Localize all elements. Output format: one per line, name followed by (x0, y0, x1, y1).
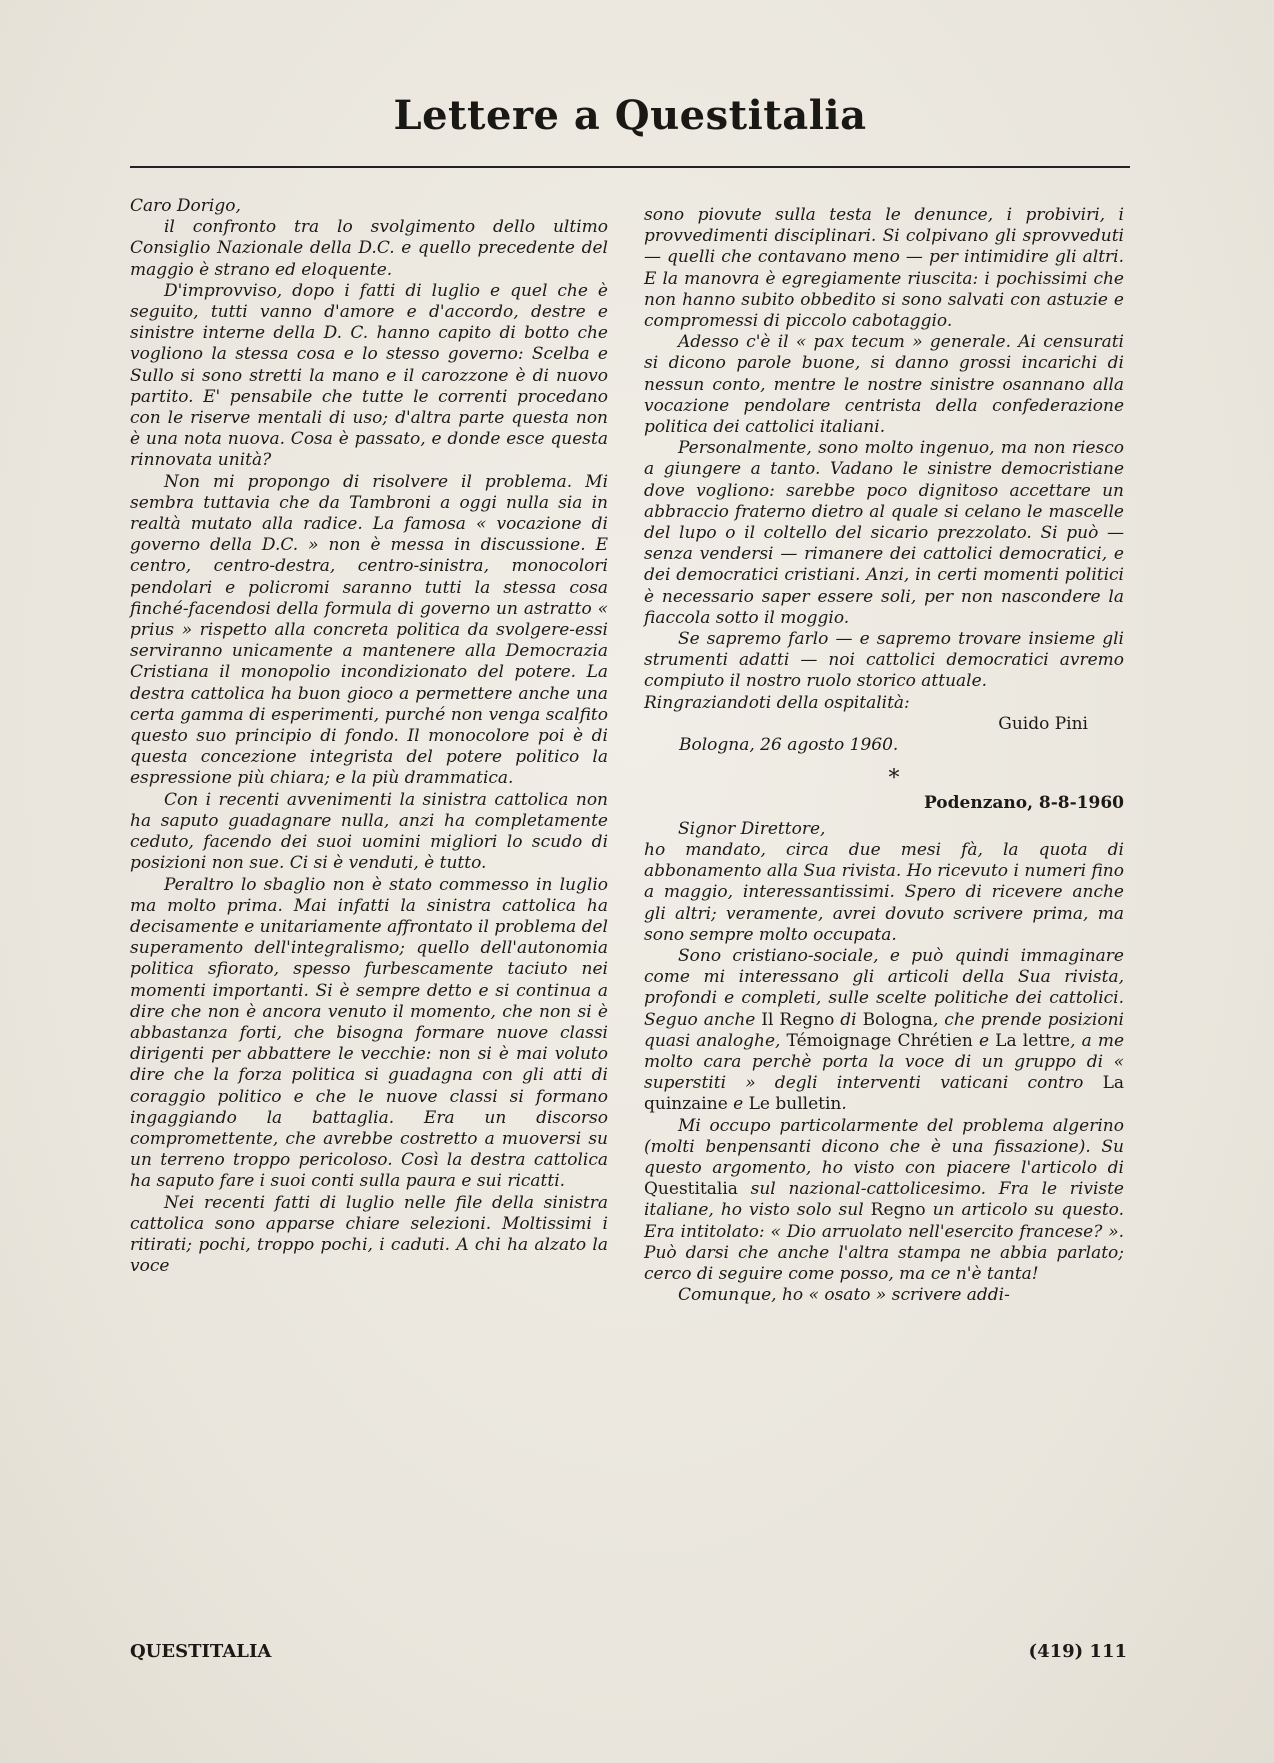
publication-name: Questitalia (644, 1179, 738, 1200)
title-rule (130, 166, 1130, 168)
paragraph: ho mandato, circa due mesi fà, la quota di abbonamento alla Sua rivista. Ho ricevuto i numeri fino a maggio, interessantissimi. Spero di ricevere anche gli altri; veramente, avrei dovuto scrivere prima, ma sono sempre molto occupata. (644, 839, 1124, 945)
left-column (130, 196, 608, 1277)
text-run: e (972, 1030, 996, 1051)
paragraph: Personalmente, sono molto ingenuo, ma non riesco a giungere a tanto. Vadano le sinistre democristiane dove vogliono: sarebbe poco dignitoso accettare un abbraccio fraterno dietro al quale si celano le mascelle del lupo o il coltello del sicario prezzolato. Si può — senza vendersi — rimanere dei cattolici democratici, e dei democratici cristiani. Anzi, in certi momenti politici è necessario saper essere soli, per non nascondere la fiaccola sotto il moggio. (644, 438, 1124, 628)
paragraph: Peraltro lo sbaglio non è stato commesso in luglio ma molto prima. Mai infatti la sinistra cattolica ha decisamente e unitariamente affrontato il problema del superamento dell'integralismo; quello dell'autonomia politica sfiorato, spesso furbescamente taciuto nei momenti importanti. Si è sempre detto e si continua a dire che non è ancora venuto il momento, che non si è abbastanza forti, che bisogna formare nuove classi dirigenti per abbattere le vecchie: non si è mai voluto dire che la forza politica si guadagna con gli atti di coraggio politico e che le nuove classi si formano ingaggiando la battaglia. Era un discorso compromettente, che avrebbe costretto a muoversi su un terreno troppo pericoloso. Così la destra cattolica ha saputo fare i suoi conti sulla paura e sui ricatti. (130, 874, 608, 1192)
paragraph: D'improvviso, dopo i fatti di luglio e quel che è seguito, tutti vanno d'amore e d'accordo, destre e sinistre interne della D. C. hanno capito di botto che vogliono la stessa cosa e lo stesso governo: Scelba e Sullo si sono stretti la mano e il carozzone è di nuovo partito. E' pensabile che tutte le correnti procedano con le riserve mentali di uso; d'altra parte questa non è una nota nuova. Cosa è passato, e donde esce questa rinnovata unità? (130, 280, 608, 471)
text-run: . (841, 1094, 847, 1115)
paragraph: Se sapremo farlo — e sapremo trovare insieme gli strumenti adatti — noi cattolici democratici avremo compiuto il nostro ruolo storico attuale. (644, 629, 1124, 692)
publication-name: Regno (870, 1200, 926, 1221)
publication-name: Le bulletin (748, 1094, 842, 1115)
letter-salutation: Signor Direttore, (678, 818, 826, 839)
text-run: un articolo su questo. Era intitolato: « Dio arruolato nell'esercito francese? ». Può darsi che anche l'altra stampa ne abbia parlato; cerco di seguire come posso, ma ce n'è tanta! (644, 1200, 1124, 1284)
right-column (644, 205, 1124, 1306)
paragraph (644, 946, 1124, 1116)
paragraph: Non mi propongo di risolvere il problema. Mi sembra tuttavia che da Tambroni a oggi nulla sia in realtà mutato alla radice. La famosa « vocazione di governo della D.C. » non è messa in discussione. E centro, centro-destra, centro-sinistra, monocolori pendolari e policromi saranno tutti la stessa cosa finché-facendosi della formula di governo un astratto « prius » rispetto alla concreta politica da svolgere-essi serviranno unicamente a mantenere alla Democrazia Cristiana il monopolio incondizionato del potere. La destra cattolica ha buon gioco a permettere anche una certa gamma di esperimenti, purché non venga scalfito questo suo principio di fondo. Il monocolore poi è di questa concezione integrista del potere politico la espressione più chiara; e la più drammatica. (130, 471, 608, 789)
paragraph (644, 1116, 1124, 1286)
letter-signature: Guido Pini (998, 713, 1088, 734)
publication-name: La quinzaine (644, 1073, 1124, 1115)
letter-closing: Ringraziandoti della ospitalità: (644, 692, 910, 713)
letter-place-date: Podenzano, 8-8-1960 (923, 793, 1124, 814)
text-run: Mi occupo particolarmente del problema algerino (molti benpensanti dicono che è una fissazione). Su questo argomento, ho visto con piacere l'articolo di (644, 1115, 1124, 1178)
text-run: , a me molto cara perchè porta la voce di un gruppo di « superstiti » degli interventi vaticani contro (644, 1030, 1125, 1094)
letter-date: Bologna, 26 agosto 1960. (679, 735, 899, 756)
publication-name: Bologna (862, 1009, 933, 1030)
paragraph: Adesso c'è il « pax tecum » generale. Ai censurati si dicono parole buone, si danno grossi incarichi di nessun conto, mentre le nostre sinistre osannano alla vocazione pendolare centrista della confederazione politica dei cattolici italiani. (644, 332, 1124, 438)
paragraph: il confronto tra lo svolgimento dello ultimo Consiglio Nazionale della D.C. e quello precedente del maggio è strano ed eloquente. (130, 217, 608, 280)
letter-salutation: Caro Dorigo, (130, 196, 241, 216)
publication-name: Il Regno (761, 1009, 835, 1030)
publication-name: La lettre (995, 1030, 1071, 1051)
paragraph: Con i recenti avvenimenti la sinistra cattolica non ha saputo guadagnare nulla, anzi ha completamente ceduto, facendo dei suoi uomini migliori lo scudo di posizioni non sue. Ci si è venduti, è tutto. (130, 789, 608, 874)
text-run: e (727, 1094, 749, 1115)
text-run: Sono cristiano-sociale, e può quindi immaginare come mi interessano gli articoli della Sua rivista, profondi e completi, sulle scelte politiche dei cattolici. Seguo anche (644, 945, 1124, 1030)
paragraph: Nei recenti fatti di luglio nelle file della sinistra cattolica sono apparse chiare selezioni. Moltissimi i ritirati; pochi, troppo pochi, i caduti. A chi ha alzato la voce (130, 1192, 608, 1277)
paragraph: Comunque, ho « osato » scrivere addi- (678, 1285, 1010, 1306)
text-run: , che prende posizioni quasi analoghe, (644, 1009, 1124, 1051)
section-separator: * (888, 766, 900, 792)
footer-page-number: (419) 111 (1028, 1641, 1127, 1662)
page-title: Lettere a Questitalia (393, 92, 867, 139)
text-run: di (834, 1009, 863, 1030)
paragraph-continuation: sono piovute sulla testa le denunce, i probiviri, i provvedimenti disciplinari. Si colpivano gli sprovveduti — quelli che contavano meno — per intimidire gli altri. E la manovra è egregiamente riuscita: i pochissimi che non hanno subito obbedito si sono salvati con astuzie e compromessi di piccolo cabotaggio. (644, 205, 1124, 332)
publication-name: Témoignage Chrétien (786, 1030, 973, 1051)
signature-row (644, 714, 1124, 735)
text-run: sul nazional-cattolicesimo. Fra le riviste italiane, ho visto solo sul (644, 1179, 1124, 1221)
footer-journal-name: QUESTITALIA (130, 1641, 272, 1662)
